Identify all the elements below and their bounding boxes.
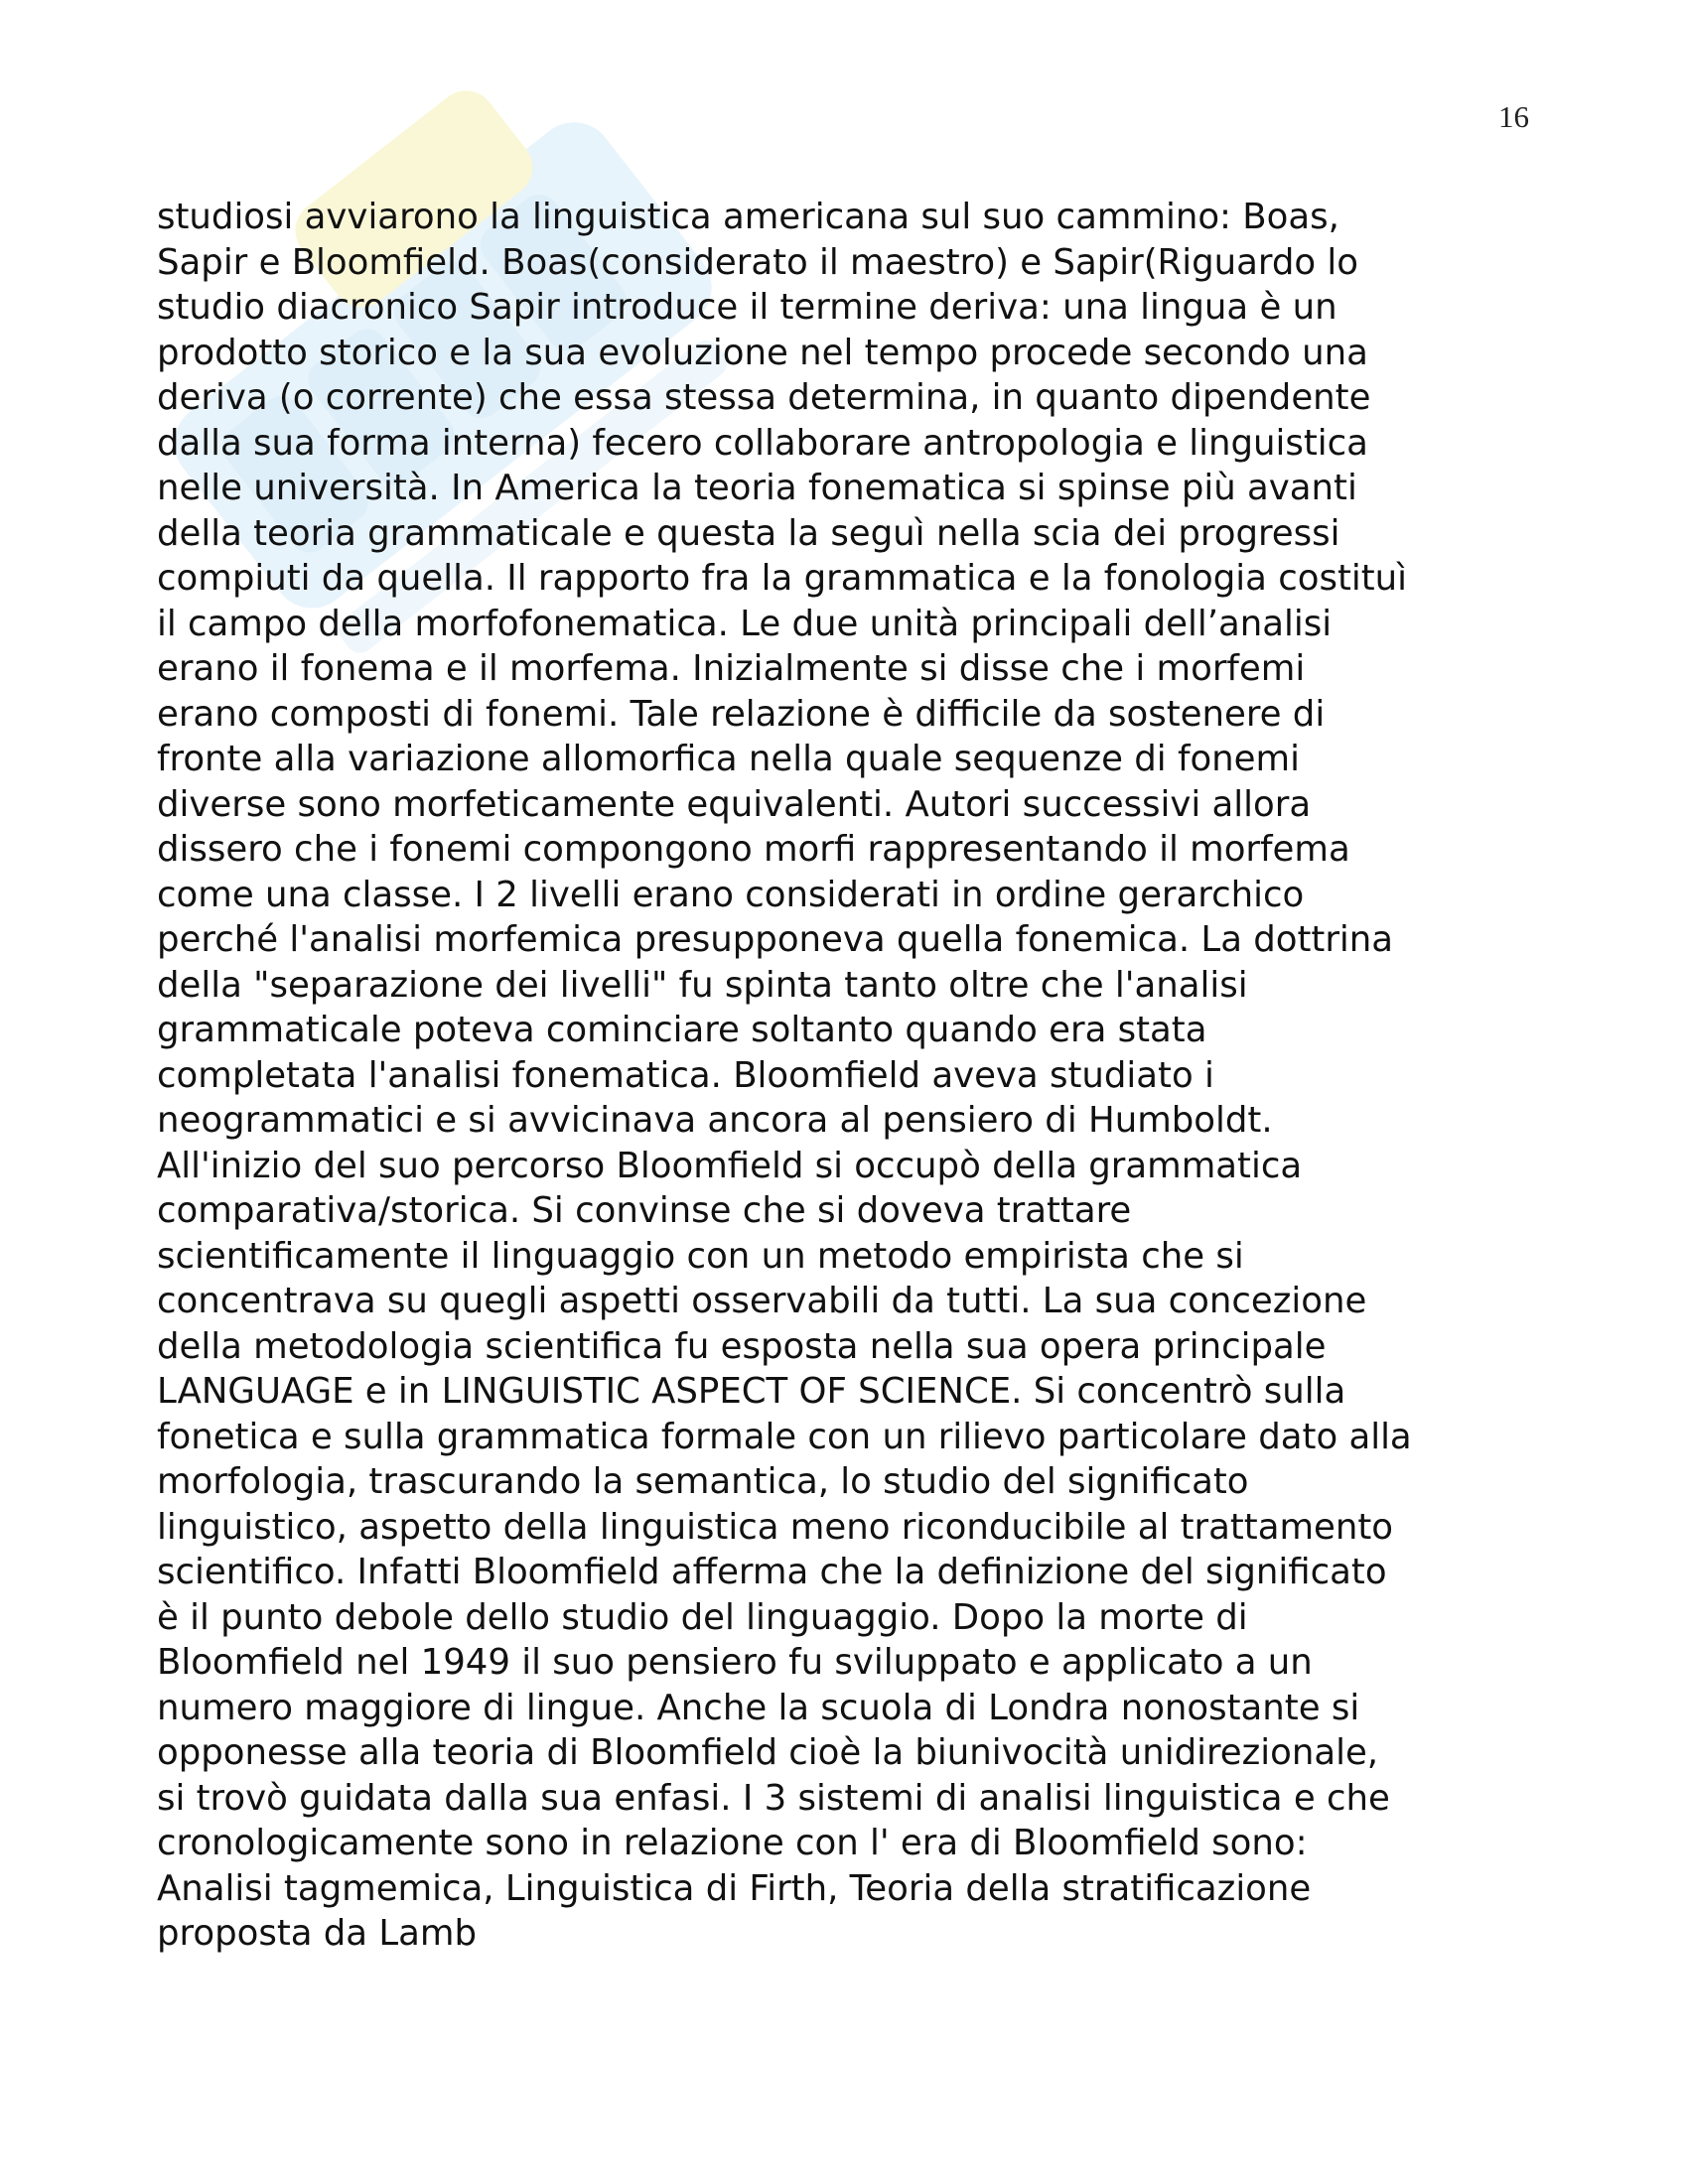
- text-line: come una classe. I 2 livelli erano considerati in ordine gerarchico: [157, 874, 1305, 915]
- text-line: nelle università. In America la teoria fonematica si spinse più avanti: [157, 468, 1357, 508]
- text-line: dissero che i fonemi compongono morfi rappresentando il morfema: [157, 829, 1350, 870]
- text-line: scientifico. Infatti Bloomfield afferma che la definizione del significato: [157, 1552, 1387, 1592]
- page-number: 16: [1498, 99, 1529, 134]
- text-line: prodotto storico e la sua evoluzione nel tempo procede secondo una: [157, 332, 1368, 373]
- text-line: è il punto debole dello studio del linguaggio. Dopo la morte di: [157, 1596, 1248, 1638]
- text-line: All'inizio del suo percorso Bloomfield si occupò della grammatica: [157, 1145, 1303, 1186]
- text-line: della metodologia scientifica fu esposta nella sua opera principale: [157, 1325, 1327, 1367]
- text-line: erano composti di fonemi. Tale relazione è difficile da sostenere di: [157, 693, 1326, 735]
- text-line: deriva (o corrente) che essa stessa determina, in quanto dipendente: [157, 377, 1371, 418]
- text-line: grammaticale poteva cominciare soltanto quando era stata: [157, 1010, 1207, 1050]
- text-line: studio diacronico Sapir introduce il termine deriva: una lingua è un: [157, 287, 1337, 328]
- text-line: erano il fonema e il morfema. Inizialmente si disse che i morfemi: [157, 648, 1306, 689]
- text-line: dalla sua forma interna) fecero collaborare antropologia e linguistica: [157, 422, 1368, 464]
- text-line: della "separazione dei livelli" fu spinta tanto oltre che l'analisi: [157, 964, 1248, 1006]
- text-line: proposta da Lamb: [157, 1913, 477, 1954]
- text-line: fronte alla variazione allomorfica nella quale sequenze di fonemi: [157, 739, 1300, 779]
- text-line: diverse sono morfeticamente equivalenti. Autori successivi allora: [157, 783, 1312, 825]
- text-line: neogrammatici e si avvicinava ancora al pensiero di Humboldt.: [157, 1100, 1273, 1141]
- text-line: studiosi avviarono la linguistica americana sul suo cammino: Boas,: [157, 197, 1339, 237]
- text-line: compiuti da quella. Il rapporto fra la grammatica e la fonologia costituì: [157, 558, 1408, 599]
- text-line: morfologia, trascurando la semantica, lo studio del significato: [157, 1461, 1249, 1502]
- text-line: completata l'analisi fonematica. Bloomfield aveva studiato i: [157, 1054, 1214, 1096]
- text-line: comparativa/storica. Si convinse che si doveva trattare: [157, 1190, 1132, 1231]
- text-line: concentrava su quegli aspetti osservabili da tutti. La sua concezione: [157, 1281, 1367, 1321]
- text-line: LANGUAGE e in LINGUISTIC ASPECT OF SCIENCE. Si concentrò sulla: [157, 1371, 1346, 1412]
- text-line: linguistico, aspetto della linguistica meno riconducibile al trattamento: [157, 1506, 1394, 1548]
- text-line: Bloomfield nel 1949 il suo pensiero fu sviluppato e applicato a un: [157, 1642, 1313, 1683]
- text-line: il campo della morfofonematica. Le due unità principali dell’analisi: [157, 603, 1333, 644]
- text-line: scientificamente il linguaggio con un metodo empirista che si: [157, 1235, 1244, 1277]
- text-line: si trovò guidata dalla sua enfasi. I 3 sistemi di analisi linguistica e che: [157, 1777, 1390, 1819]
- text-line: perché l'analisi morfemica presupponeva quella fonemica. La dottrina: [157, 919, 1394, 960]
- text-line: Sapir e Bloomfield. Boas(considerato il maestro) e Sapir(Riguardo lo: [157, 241, 1358, 283]
- text-line: opponesse alla teoria di Bloomfield cioè la biunivocità unidirezionale,: [157, 1732, 1379, 1773]
- text-line: Analisi tagmemica, Linguistica di Firth, Teoria della stratificazione: [157, 1867, 1312, 1909]
- text-line: cronologicamente sono in relazione con l' era di Bloomfield sono:: [157, 1823, 1308, 1863]
- text-line: numero maggiore di lingue. Anche la scuola di Londra nonostante si: [157, 1687, 1360, 1728]
- text-line: della teoria grammaticale e questa la seguì nella scia dei progressi: [157, 512, 1340, 554]
- body-paragraph: [157, 195, 1547, 1957]
- text-line: fonetica e sulla grammatica formale con un rilievo particolare dato alla: [157, 1416, 1412, 1457]
